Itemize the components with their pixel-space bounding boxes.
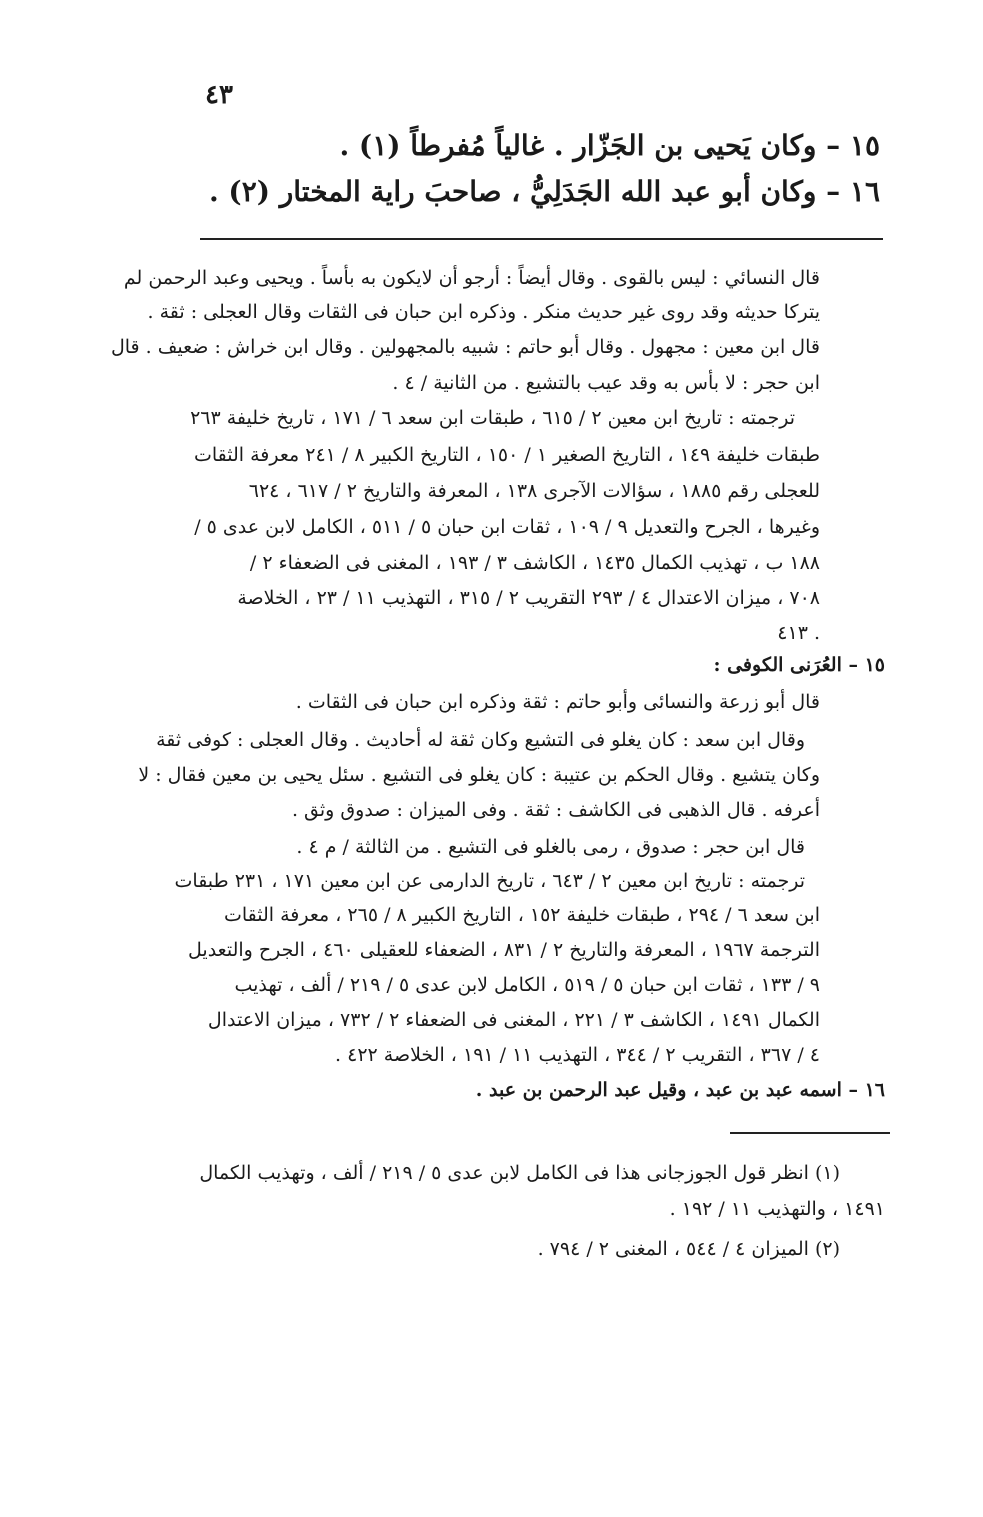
note-line: الكمال ١٤٩١ ، الكاشف ٣ / ٢٢١ ، المغنى فى الضعفاء ٢ / ٧٣٢ ، ميزان الاعتدال	[207, 1009, 820, 1031]
note-line: ٤١٣ .	[777, 622, 820, 644]
note-line: ترجمته : تاريخ ابن معين ٢ / ٦٤٣ ، تاريخ الدارمى عن ابن معين ١٧١ ، ٢٣١ طبقات	[174, 870, 805, 892]
note-line: الترجمة ١٩٦٧ ، المعرفة والتاريخ ٢ / ٨٣١ ، الضعفاء للعقيلى ٤٦٠ ، الجرح والتعديل	[188, 939, 820, 961]
note-line: قال ابن معين : مجهول . وقال أبو حاتم : شبيه بالمجهولين . وقال ابن خراش : ضعيف . قال	[110, 336, 820, 358]
note-line: أعرفه . قال الذهبى فى الكاشف : ثقة . وفى الميزان : صدوق وثق .	[291, 799, 820, 821]
footnote-line: (١) انظر قول الجوزجانى هذا فى الكامل لابن عدى ٥ / ٢١٩ / ألف ، وتهذيب الكمال	[199, 1162, 840, 1184]
separator-rule	[200, 238, 883, 240]
note-line: ٧٠٨ ، ميزان الاعتدال ٤ / ٢٩٣ التقريب ٢ / ٣١٥ ، التهذيب ١١ / ٢٣ ، الخلاصة	[237, 587, 820, 609]
main-text-line: ١٥ – وكان يَحيى بن الجَزّار . غالياً مُفرطاً (١) .	[339, 129, 880, 162]
note-line: ١٨٨ ب ، تهذيب الكمال ١٤٣٥ ، الكاشف ٣ / ١٩٣ ، المغنى فى الضعفاء ٢ /	[249, 552, 820, 574]
page-number: ٤٣	[205, 80, 233, 110]
note-entry-heading: ١٥ – العُرَنى الكوفى :	[713, 654, 885, 676]
note-line: ٤ / ٣٦٧ ، التقريب ٢ / ٣٤٤ ، التهذيب ١١ / ١٩١ ، الخلاصة ٤٢٢ .	[335, 1044, 820, 1066]
note-line: وقال ابن سعد : كان يغلو فى التشيع وكان ثقة له أحاديث . وقال العجلى : كوفى ثقة	[156, 729, 805, 751]
note-line: وكان يتشيع . وقال الحكم بن عتيبة : كان يغلو فى التشيع . سئل يحيى بن معين فقال : لا	[138, 764, 820, 786]
note-entry-heading: ١٦ – اسمه عبد بن عبد ، وقيل عبد الرحمن بن عبد .	[475, 1079, 885, 1101]
main-text-line: ١٦ – وكان أبو عبد الله الجَدَلِيُّ ، صاحبَ راية المختار (٢) .	[208, 175, 880, 208]
footnote-separator	[730, 1132, 890, 1134]
note-line: ابن حجر : لا بأس به وقد عيب بالتشيع . من الثانية / ٤ .	[392, 372, 820, 394]
note-line: يتركا حديثه وقد روى غير حديث منكر . وذكره ابن حبان فى الثقات وقال العجلى : ثقة .	[147, 301, 820, 323]
footnote-line: ١٤٩١ ، والتهذيب ١١ / ١٩٢ .	[669, 1198, 885, 1220]
note-line: طبقات خليفة ١٤٩ ، التاريخ الصغير ١ / ١٥٠ ، التاريخ الكبير ٨ / ٢٤١ معرفة الثقات	[193, 444, 820, 466]
note-line: قال النسائي : ليس بالقوى . وقال أيضاً : أرجو أن لايكون به بأساً . ويحيى وعبد الرحمن لم	[123, 267, 820, 289]
footnote-line: (٢) الميزان ٤ / ٥٤٤ ، المغنى ٢ / ٧٩٤ .	[537, 1238, 840, 1260]
note-line: وغيرها ، الجرح والتعديل ٩ / ١٠٩ ، ثقات ابن حبان ٥ / ٥١١ ، الكامل لابن عدى ٥ /	[194, 516, 820, 538]
note-line: قال أبو زرعة والنسائى وأبو حاتم : ثقة وذكره ابن حبان فى الثقات .	[295, 691, 820, 713]
note-line: قال ابن حجر : صدوق ، رمى بالغلو فى التشيع . من الثالثة / م ٤ .	[296, 836, 805, 858]
note-line: ابن سعد ٦ / ٢٩٤ ، طبقات خليفة ١٥٢ ، التاريخ الكبير ٨ / ٢٦٥ ، معرفة الثقات	[223, 904, 820, 926]
note-line: ٩ / ١٣٣ ، ثقات ابن حبان ٥ / ٥١٩ ، الكامل لابن عدى ٥ / ٢١٩ / ألف ، تهذيب	[234, 974, 820, 996]
note-line: ترجمته : تاريخ ابن معين ٢ / ٦١٥ ، طبقات ابن سعد ٦ / ١٧١ ، تاريخ خليفة ٢٦٣	[190, 407, 795, 429]
note-line: للعجلى رقم ١٨٨٥ ، سؤالات الآجرى ١٣٨ ، المعرفة والتاريخ ٢ / ٦١٧ ، ٦٢٤	[248, 480, 820, 502]
